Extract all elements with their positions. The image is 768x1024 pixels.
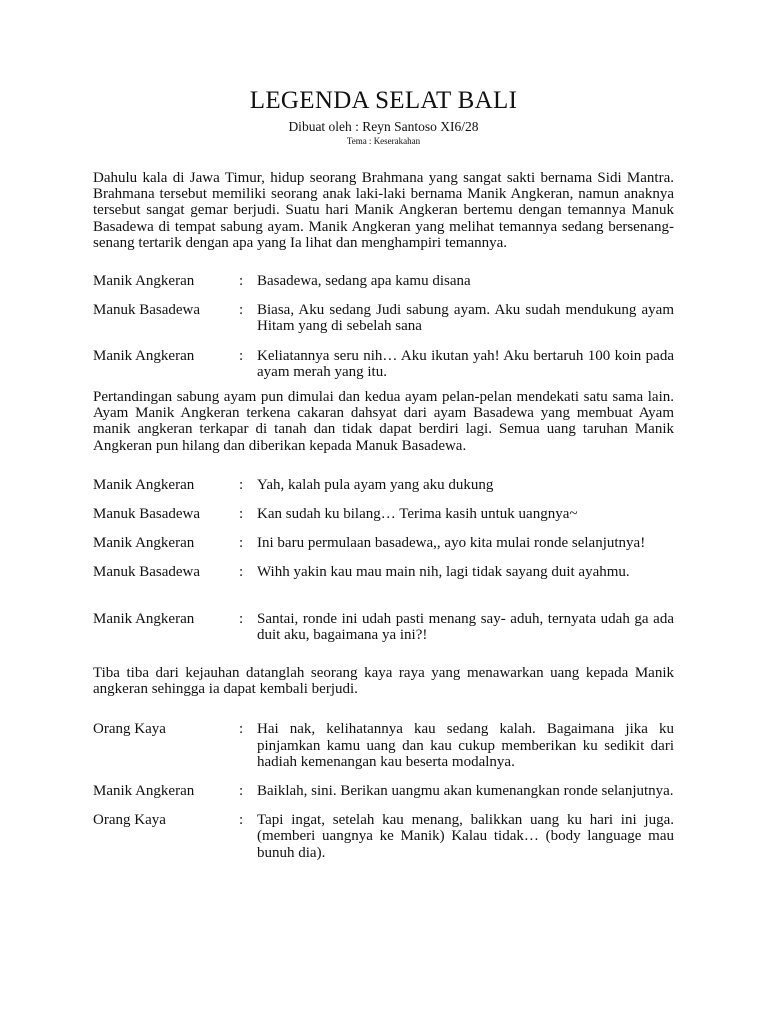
dialog-speaker: Orang Kaya: [93, 812, 166, 829]
dialog-speaker: Manik Angkeran: [93, 610, 195, 627]
dialog-line: Basadewa, sedang apa kamu disana: [257, 273, 471, 290]
dialog-colon: :: [239, 564, 244, 581]
document-page: [93, 86, 674, 861]
author-line: Dibuat oleh : Reyn Santoso XI6/28: [288, 119, 479, 134]
dialog-row: [93, 783, 674, 799]
dialog-colon: :: [239, 347, 244, 364]
dialog-row: [93, 273, 674, 289]
paragraph-intro: Dahulu kala di Jawa Timur, hidup seorang Brahmana yang sangat sakti bernama Sidi Mantra. Brahmana tersebut memiliki seorang anak laki-laki bernama Manik Angkeran, namun anaknya tersebut sangat gemar berjudi. Suatu hari Manik Angkeran bertemu dengan temannya Manuk Basadewa di tempat sabung ayam. Manik Angkeran yang melihat temannya sedang bersenang-senang tertarik dengan apa yang Ia lihat dan menghampiri temannya.: [93, 170, 674, 251]
dialog-colon: :: [239, 476, 244, 493]
dialog-speaker: Manik Angkeran: [93, 347, 195, 364]
dialog-speaker: Manik Angkeran: [93, 273, 195, 290]
dialog-row: [93, 302, 674, 334]
dialog-row: [93, 535, 674, 551]
dialog-row: [93, 611, 674, 643]
dialog-colon: :: [239, 535, 244, 552]
dialog-speaker: Manuk Basadewa: [93, 302, 201, 319]
dialog-row: [93, 477, 674, 493]
dialog-line: Wihh yakin kau mau main nih, lagi tidak sayang duit ayahmu.: [257, 564, 630, 581]
dialog-row: [93, 721, 674, 770]
dialog-speaker: Manik Angkeran: [93, 783, 195, 800]
dialog-line: Baiklah, sini. Berikan uangmu akan kumenangkan ronde selanjutnya.: [257, 783, 674, 800]
dialog-line: Biasa, Aku sedang Judi sabung ayam. Aku sudah mendukung ayam Hitam yang di sebelah sana: [257, 302, 674, 335]
dialog-row: [93, 348, 674, 380]
dialog-colon: :: [239, 610, 244, 627]
theme-line: Tema : Keserakahan: [346, 136, 421, 146]
dialog-line: Kan sudah ku bilang… Terima kasih untuk uangnya~: [257, 506, 578, 523]
dialog-speaker: Manuk Basadewa: [93, 564, 201, 581]
dialog-line: Hai nak, kelihatannya kau sedang kalah. Bagaimana jika ku pinjamkan kamu uang dan kau cukup memberikan ku sedikit dari hadiah kemenangan kau beserta modalnya.: [257, 721, 674, 770]
paragraph-match: Pertandingan sabung ayam pun dimulai dan kedua ayam pelan-pelan mendekati satu sama lain. Ayam Manik Angkeran terkena cakaran dahsyat dari ayam Basadewa yang membuat Ayam manik angkeran terkapar di tanah dan tidak dapat berdiri lagi. Semua uang taruhan Manik Angkeran pun hilang dan diberikan kepada Manuk Basadewa.: [93, 389, 674, 454]
dialog-row: [93, 506, 674, 522]
paragraph-rich-man: Tiba tiba dari kejauhan datanglah seorang kaya raya yang menawarkan uang kepada Manik angkeran sehingga ia dapat kembali berjudi.: [93, 665, 674, 698]
dialog-colon: :: [239, 783, 244, 800]
dialog-colon: :: [239, 812, 244, 829]
dialog-line: Yah, kalah pula ayam yang aku dukung: [257, 476, 494, 493]
dialog-line: Tapi ingat, setelah kau menang, balikkan uang ku hari ini juga. (memberi uangnya ke Manik) Kalau tidak… (body language mau bunuh dia).: [257, 812, 674, 861]
dialog-line: Keliatannya seru nih… Aku ikutan yah! Aku bertaruh 100 koin pada ayam merah yang itu.: [257, 347, 674, 380]
dialog-colon: :: [239, 273, 244, 290]
dialog-speaker: Manik Angkeran: [93, 476, 195, 493]
dialog-speaker: Orang Kaya: [93, 721, 166, 738]
dialog-line: Santai, ronde ini udah pasti menang say- aduh, ternyata udah ga ada duit aku, bagaimana ya ini?!: [257, 610, 674, 643]
dialog-speaker: Manik Angkeran: [93, 535, 195, 552]
dialog-row: [93, 812, 674, 861]
dialog-row: [93, 564, 674, 580]
dialog-line: Ini baru permulaan basadewa,, ayo kita mulai ronde selanjutnya!: [257, 535, 646, 552]
dialog-speaker: Manuk Basadewa: [93, 506, 201, 523]
dialog-colon: :: [239, 721, 244, 738]
dialog-colon: :: [239, 506, 244, 523]
dialog-colon: :: [239, 302, 244, 319]
document-title: LEGENDA SELAT BALI: [249, 87, 518, 114]
